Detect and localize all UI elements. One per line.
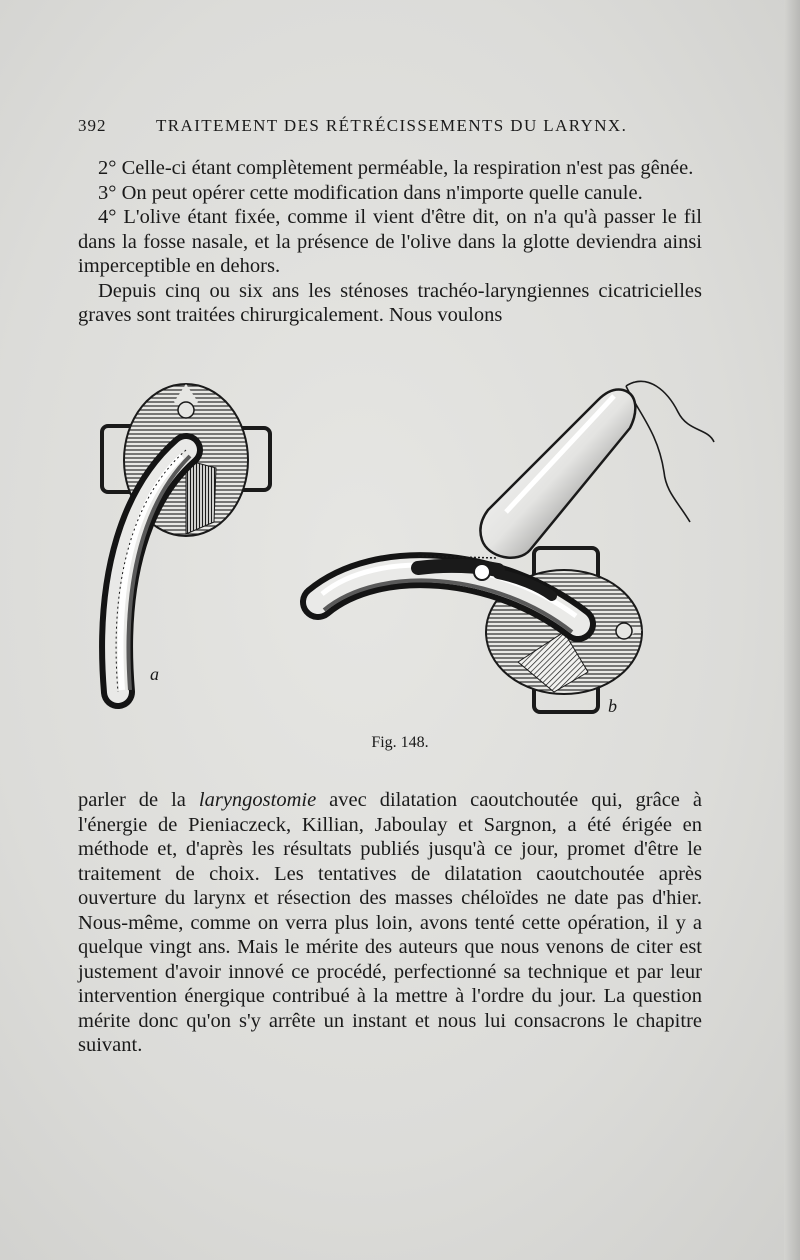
paragraph-depuis: Depuis cinq ou six ans les sténoses trachéo-laryngiennes cicatricielles graves sont traitées chirurgicalement. Nous voulons [78,279,702,326]
bottom-text-block [78,788,702,1058]
cannula-illustration [78,372,718,732]
running-title: TRAITEMENT DES RÉTRÉCISSEMENTS DU LARYNX. [156,116,628,135]
paragraph-text-start: parler de la [78,789,199,811]
figure-caption: Fig. 148. [371,734,429,751]
figure-label-a: a [150,664,159,684]
cannula-b [318,381,714,712]
figure-148 [78,372,718,732]
cannula-a [102,384,270,692]
top-text-block [78,156,702,328]
page-number: 392 [78,116,107,135]
paragraph-laryngostomie [78,788,702,1058]
italic-term: laryngostomie [198,789,317,811]
page-spine-shadow [784,0,800,1260]
figure-label-b: b [608,696,617,716]
paragraph-point-4: 4° L'olive étant fixée, comme il vient d'être dit, on n'a qu'à passer le fil dans la fosse nasale, et la présence de l'olive dans la glotte deviendra ainsi imperceptible en dehors. [78,206,702,277]
paragraph-point-2: 2° Celle-ci étant complètement perméable, la respiration n'est pas gênée. [98,157,694,179]
paragraph-text-rest: avec dilatation caoutchoutée qui, grâce à l'énergie de Pieniaczeck, Killian, Jaboulay et Sargnon, a été érigée en méthode et, d'après les résultats publiés jusqu'à ce jour, promet d'être le traitement de choix. Les tentatives de dilatation caoutchoutée après ouverture du larynx et résection des masses chéloïdes ne date pas d'hier. Nous-même, comme on verra plus loin, avons tenté cette opération, il y a quelque vingt ans. Mais le mérite des auteurs que nous venons de citer est justement d'avoir innové ce procédé, perfectionné sa technique et par leur intervention énergique contribué à la mettre à l'ordre du jour. La question mérite donc qu'on s'y arrête un instant et nous lui consacrons le chapitre suivant. [78,789,702,1056]
paragraph-point-3: 3° On peut opérer cette modification dans n'importe quelle canule. [98,181,643,204]
